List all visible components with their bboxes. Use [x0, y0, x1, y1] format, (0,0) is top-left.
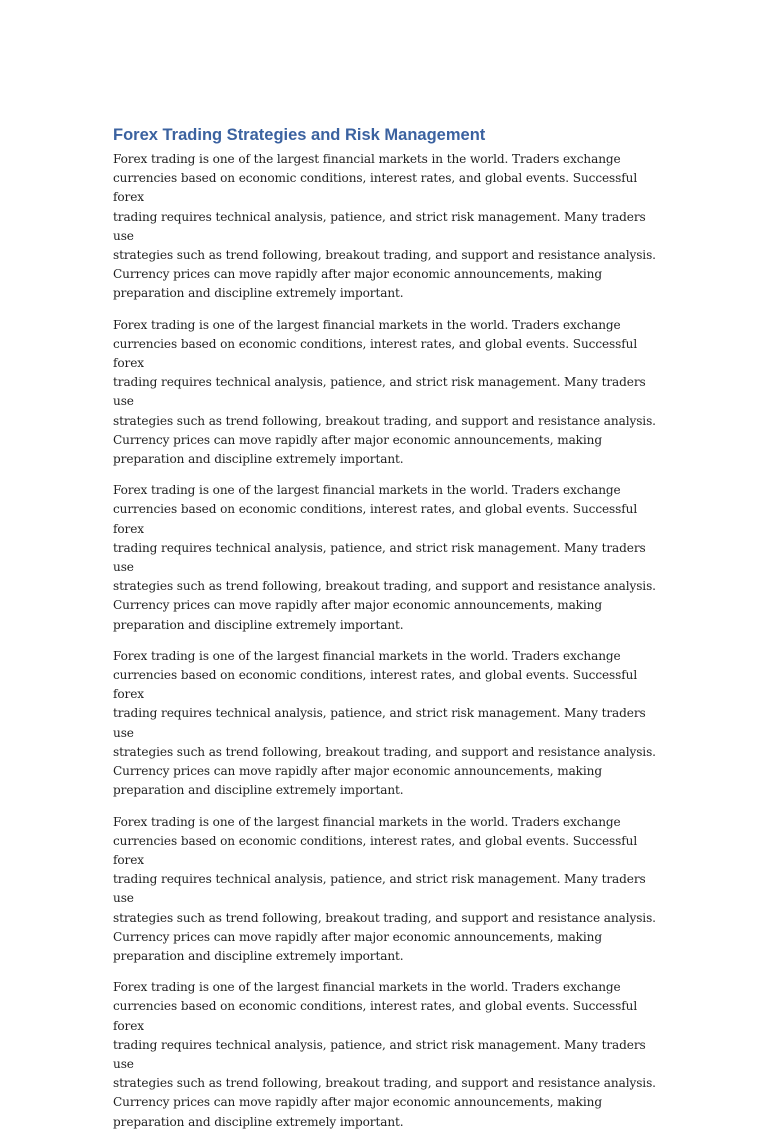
document-title: Forex Trading Strategies and Risk Management	[113, 126, 486, 144]
body-paragraph: Forex trading is one of the largest financial markets in the world. Traders exchange currencies based on economic conditions, interest rates, and global events. Successful forex trading requires technical analysis, patience, and strict risk management. Many traders use strategies such as trend following, breakout trading, and support and resistance analysis. Currency prices can move rapidly after major economic announcements, making preparation and discipline extremely important.	[113, 152, 656, 301]
body-paragraph: Forex trading is one of the largest financial markets in the world. Traders exchange currencies based on economic conditions, interest rates, and global events. Successful forex trading requires technical analysis, patience, and strict risk management. Many traders use strategies such as trend following, breakout trading, and support and resistance analysis. Currency prices can move rapidly after major economic announcements, making preparation and discipline extremely important.	[113, 814, 656, 963]
document-body	[113, 124, 658, 1144]
body-paragraph: Forex trading is one of the largest financial markets in the world. Traders exchange currencies based on economic conditions, interest rates, and global events. Successful forex trading requires technical analysis, patience, and strict risk management. Many traders use strategies such as trend following, breakout trading, and support and resistance analysis. Currency prices can move rapidly after major economic announcements, making preparation and discipline extremely important.	[113, 317, 656, 467]
body-paragraph: Forex trading is one of the largest financial markets in the world. Traders exchange currencies based on economic conditions, interest rates, and global events. Successful forex trading requires technical analysis, patience, and strict risk management. Many traders use strategies such as trend following, breakout trading, and support and resistance analysis. Currency prices can move rapidly after major economic announcements, making preparation and discipline extremely important.	[113, 980, 656, 1129]
body-paragraph: Forex trading is one of the largest financial markets in the world. Traders exchange currencies based on economic conditions, interest rates, and global events. Successful forex trading requires technical analysis, patience, and strict risk management. Many traders use strategies such as trend following, breakout trading, and support and resistance analysis. Currency prices can move rapidly after major economic announcements, making preparation and discipline extremely important.	[113, 648, 656, 798]
body-paragraph: Forex trading is one of the largest financial markets in the world. Traders exchange currencies based on economic conditions, interest rates, and global events. Successful forex trading requires technical analysis, patience, and strict risk management. Many traders use strategies such as trend following, breakout trading, and support and resistance analysis. Currency prices can move rapidly after major economic announcements, making preparation and discipline extremely important.	[113, 483, 656, 632]
